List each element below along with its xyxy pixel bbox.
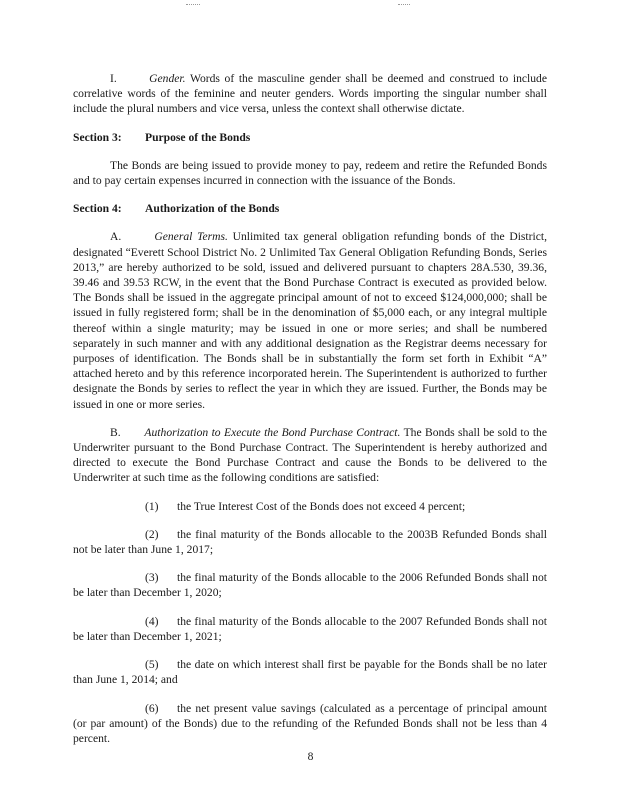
condition-number: (4)	[145, 614, 159, 628]
condition-text: the True Interest Cost of the Bonds does not exceed 4 percent;	[177, 499, 466, 513]
condition-number: (2)	[145, 527, 159, 541]
item-text: Words of the masculine gender shall be deemed and construed to include correlative words of the feminine and neuter genders. Words importing the singular number shall include the plural numbers and vice versa, unless the context shall otherwise dictate.	[73, 72, 547, 116]
scan-artifact	[398, 4, 410, 13]
subsection-a	[73, 229, 547, 411]
condition-text: the final maturity of the Bonds allocable to the 2007 Refunded Bonds shall not be later than December 1, 2021;	[73, 614, 547, 643]
condition-item	[73, 701, 547, 747]
subsection-text: The Bonds shall be sold to the Underwriter pursuant to the Bond Purchase Contract. The Superintendent is hereby authorized and directed to execute the Bond Purchase Contract and cause the Bonds to be delivered to the Underwriter at such time as the following conditions are satisfied:	[73, 425, 547, 485]
item-term: Gender.	[149, 72, 186, 85]
page-content	[73, 71, 547, 746]
section-number: Section 4:	[73, 202, 122, 216]
section-3-body: The Bonds are being issued to provide money to pay, redeem and retire the Refunded Bonds and to pay certain expenses incurred in connection with the issuance of the Bonds.	[73, 158, 547, 188]
page-number: 8	[307, 750, 314, 763]
subsection-label: A.	[110, 230, 122, 244]
condition-number: (1)	[145, 499, 159, 513]
condition-number: (6)	[145, 701, 159, 715]
gender-paragraph	[73, 71, 547, 117]
condition-text: the date on which interest shall first be payable for the Bonds shall be no later than June 1, 2014; and	[73, 658, 547, 687]
subsection-text: Unlimited tax general obligation refunding bonds of the District, designated “Everett School District No. 2 Unlimited Tax General Obligation Refunding Bonds, Series 2013,” are hereby authorized to be sold, issued and delivered pursuant to chapters 28A.530, 39.36, 39.46 and 39.53 RCW, in the event that the Bond Purchase Contract is executed as provided below. The Bonds shall be issued in the aggregate principal amount of not to exceed $124,000,000; shall be issued in fully registered form; shall be in the denomination of $5,000 each, or any integral multiple thereof within a single maturity; may be issued in one or more series; and shall be numbered separately in such manner and with any additional designation as the Registrar deems necessary for purposes of identification. The Bonds shall be in substantially the form set forth in Exhibit “A” attached hereto and by this reference incorporated herein. The Superintendent is authorized to further designate the Bonds by series to reflect the year in which they are issued. Further, the Bonds may be issued in one or more series.	[73, 230, 548, 411]
condition-text: the net present value savings (calculated as a percentage of principal amount (or par amount) of the Bonds) due to the refunding of the Refunded Bonds shall not be less than 4 percent.	[73, 701, 547, 745]
item-label: I.	[110, 72, 117, 85]
condition-text: the final maturity of the Bonds allocable to the 2003B Refunded Bonds shall not be later than June 1, 2017;	[73, 527, 547, 557]
condition-item	[73, 657, 547, 687]
section-3-heading	[73, 130, 547, 145]
condition-item	[73, 614, 547, 644]
subsection-label: B.	[110, 425, 121, 439]
condition-text: the final maturity of the Bonds allocable to the 2006 Refunded Bonds shall not be later than December 1, 2020;	[73, 571, 547, 600]
condition-number: (5)	[145, 658, 159, 672]
section-title: Purpose of the Bonds	[145, 130, 251, 144]
subsection-term: General Terms.	[154, 230, 228, 244]
condition-item	[73, 499, 547, 514]
section-number: Section 3:	[73, 130, 122, 144]
condition-item	[73, 527, 547, 557]
scan-artifact	[186, 4, 200, 13]
condition-item	[73, 570, 547, 600]
section-4-heading	[73, 201, 547, 216]
condition-number: (3)	[145, 571, 159, 585]
subsection-term: Authorization to Execute the Bond Purchase Contract.	[144, 425, 401, 439]
subsection-b	[73, 425, 547, 486]
section-title: Authorization of the Bonds	[145, 202, 280, 216]
